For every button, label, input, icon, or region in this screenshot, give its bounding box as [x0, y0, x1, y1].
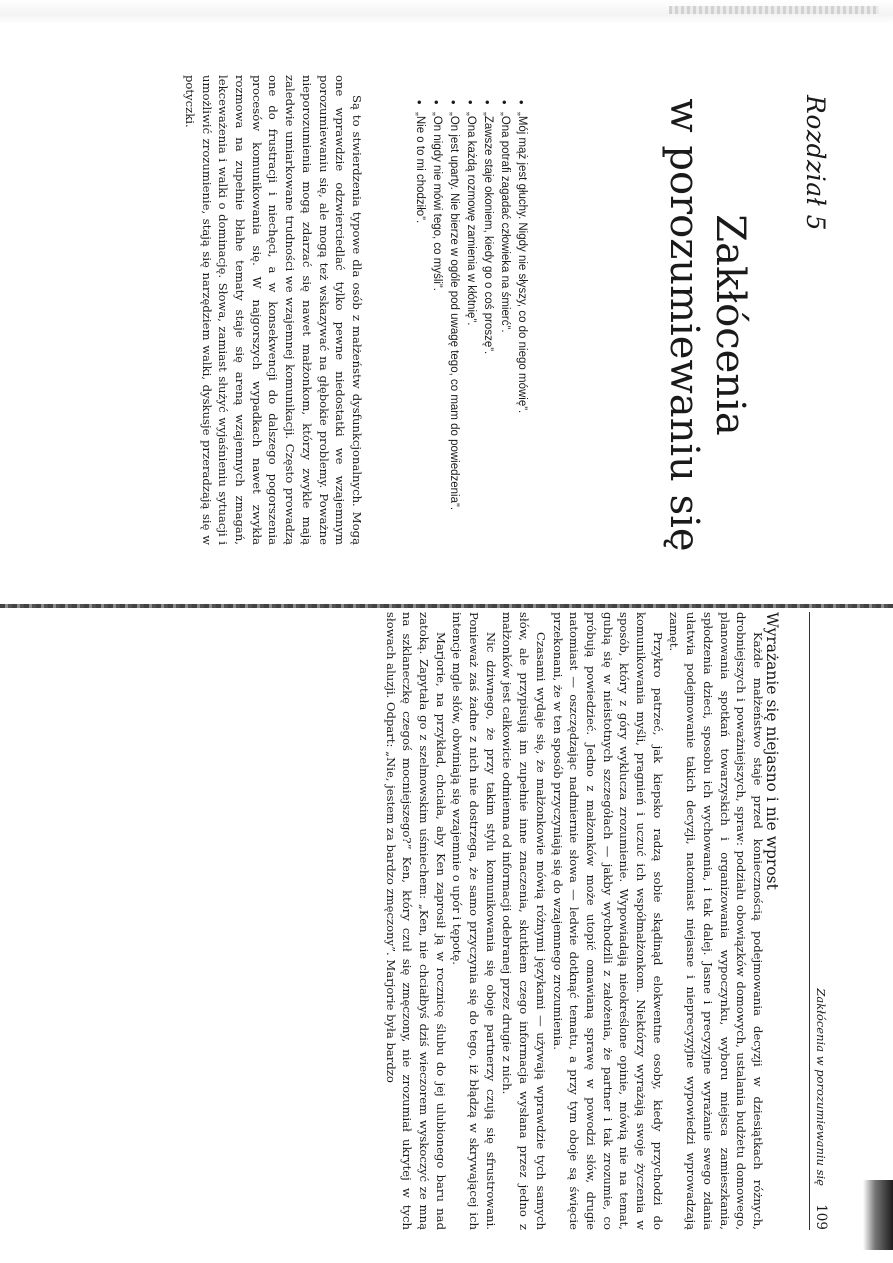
body-paragraph: Nic dziwnego, że przy takim stylu komunikowania się oboje partnerzy czują się sfrustrowani. Ponieważ zaś żadne z nich nie dostrzega, że samo przyczynia się do tego, iż błądzą w skrywającej ich intencje mgle słów, obwiniają się wzajemnie o upór i tępotę. [450, 612, 498, 1230]
book-gutter [0, 604, 893, 608]
body-paragraph: Czasami wydaje się, że małżonkowie mówią różnymi językami — używają wprawdzie tych samych słów, ale przypisują im zupełnie inne znaczenia, skutkiem czego informacja wysłana przez jedno z małżonków jest całkowicie odmienna od informacji odebranej przez drugie z nich. [500, 612, 548, 1230]
page-number: 109 [813, 1204, 829, 1230]
book-page-109 [60, 612, 830, 1230]
body-paragraph: Przykro patrzeć, jak kiepsko radzą sobie skądinąd elokwentne osoby, kiedy przychodzi do komunikowania myśli, pragnień i uczuć ich współmałżonkom. Niektórzy wyrażają swoje życzenia w sposób, który z góry wyklucza zrozumienie. Wypowiadają nieokreślone opinie, mówią nie na temat, gubią się w nieistotnych szczegółach — jakby wychodzili z założenia, że partner i tak zrozumie, co próbują powiedzieć. Jedno z małżonków może utopić omawianą sprawę w powodzi słów, drugie natomiast — oszczędzając nadmiernie słowa — ledwie dotknąć tematu, a przy tym oboje są święcie przekonani, że w ten sposób przyczyniają się do wzajemnego zrozumienia. [550, 612, 665, 1230]
page-body-text [382, 612, 766, 1230]
body-paragraph: Marjorie, na przykład, chciała, aby Ken zaprosił ją w rocznicę ślubu do jej ulubionego baru nad zatoką. Zapytała go z szelmowskim uśmiechem: „Ken, nie chciałbyś dziś wieczorem wyskoczyć ze mną na szklaneczkę czegoś mocniejszego?” Ken, który czuł się zmęczony, nie zrozumiał ukrytej w tych słowach aluzji. Odpart: „Nie, jestem za bardzo zmęczony”. Marjorie była bardzo [383, 612, 448, 1230]
chapter-title-line-1: Zakłócenia [707, 214, 754, 436]
chapter-title-line-2: w porozumiewaniu się [661, 98, 708, 552]
chapter-opening-page [60, 40, 830, 600]
chapter-label: Rozdział 5 [801, 95, 830, 232]
quote-list [411, 100, 530, 530]
intro-text [181, 75, 365, 545]
quote-item: • „Ona potrafi zagadać człowieka na śmierć”. [496, 100, 513, 530]
quote-item: • „Nie o to mi chodziło”. [411, 100, 428, 530]
chapter-title [661, 90, 753, 560]
intro-paragraph: Są to stwierdzenia typowe dla osób z małżeństw dysfunkcjonalnych. Mogą one wprawdzie odzwierciedlać tylko pewne niedostatki we wzajemnym porozumiewaniu się, ale mogą też wskazywać na głębokie problemy. Poważne nieporozumienia mogą zdarzać się nawet małżonkom, którzy zwykle mają zaledwie umiarkowane trudności we wzajemnej komunikacji. Często prowadzą one do frustracji i niechęci, a w konsekwencji do dalszego pogorszenia procesów komunikowania się. W najgorszych wypadkach nawet zwykła rozmowa na zupełnie błahe tematy staje się areną wzajemnych zmagań, lekceważenia i walki o dominację. Słowa, zamiast służyć wyjaśnieniu sytuacji i umożliwić zrozumienie, stają się narzędziem walki, dyskusje przeradzają się w potyczki. [182, 75, 364, 545]
quote-item: • „On jest uparty. Nie bierze w ogóle pod uwagę tego, co mam do powiedzenia”. [445, 100, 462, 530]
running-header [809, 612, 830, 1230]
scan-top-edge [0, 0, 893, 24]
book-spine-shadow [863, 1180, 893, 1250]
quote-item: • „On nigdy nie mówi tego, co myśli”. [428, 100, 445, 530]
quote-item: • „Mój mąż jest głuchy. Nigdy nie słyszy, co do niego mówię”. [513, 100, 530, 530]
section-heading: Wyrażanie się niejasno i nie wprost [763, 612, 782, 890]
scan-smudge [669, 6, 879, 14]
body-paragraph: Każde małżeństwo staje przed koniecznością podejmowania decyzji w dziesiątkach różnych, drobniejszych i poważniejszych, spraw: podziału obowiązków domowych, ustalania budżetu domowego, planowania spotkań towarzyskich i organizowania wypoczynku, wyboru miejsca zamieszkania, spłodzenia dzieci, sposobu ich wychowania, i tak dalej. Jasne i precyzyjne wyrażanie swego zdania ułatwia podejmowanie takich decyzji, natomiast niejasne i nieprecyzyjne wypowiedzi wprowadzają zamęt. [667, 612, 765, 1230]
quote-item: • „Zawsze staje okoniem, kiedy go o coś proszę”. [479, 100, 496, 530]
quote-item: • „Ona każdą rozmowę zamienia w kłótnię”. [462, 100, 479, 530]
running-head-title: Zakłócenia w porozumiewaniu się [814, 988, 828, 1186]
